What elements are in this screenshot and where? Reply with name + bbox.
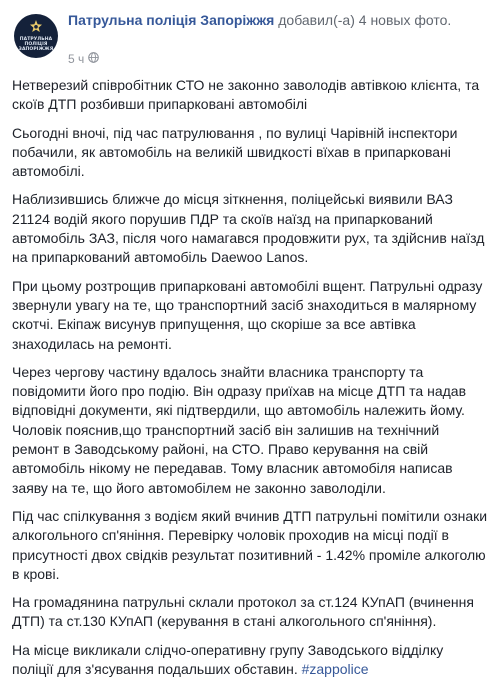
avatar-caption: ПАТРУЛЬНА ПОЛІЦІЯ ЗАПОРІЖЖЯ <box>18 37 54 52</box>
post-header-text <box>68 11 485 30</box>
police-badge-icon <box>29 20 43 36</box>
post-body <box>12 76 489 688</box>
post-timestamp[interactable]: 5 ч <box>68 52 85 66</box>
post-paragraph: Через чергову частину вдалось знайти власника транспорту та повідомити його про подію. Він одразу приїхав на місце ДТП та надав відповідні документи, які підтвердили, що автомобіль належить йому. Чоловік пояснив,що транспортний засіб він залишив на технічний ремонт в Заводському районі, на СТО. Право керування на свій автомобіль нікому не передавав. Тому власник автомобіля написав заяву на те, що його автомобілем не законно заволоділи. <box>12 363 467 496</box>
post-paragraph-last <box>12 641 489 680</box>
post-action-text: добавил(-а) 4 новых фото. <box>278 12 452 28</box>
post-paragraph-text: На місце викликали слідчо-оперативну групу Заводського відділку поліції для з'ясування подальших обставин. <box>12 641 444 678</box>
page-name-link[interactable]: Патрульна поліція Запоріжжя <box>68 12 275 28</box>
post-paragraph: При цьому розтрощив припарковані автомобілі вщент. Патрульні одразу звернули увагу на те, що транспортний засіб знаходиться в малярному скотчі. Екіпаж висунув припущення, що скоріше за все автівка знаходилась на ремонті. <box>12 277 483 352</box>
post-paragraph: Під час спілкування з водієм який вчинив ДТП патрульні помітили ознаки алкогольного сп'яніння. Перевірку чоловік проходив на місці події в присутності двох свідків результат позитивний - 1.42% проміле алкоголю в крові. <box>12 507 488 582</box>
post-paragraph: Сьогодні вночі, під час патрулювання , по вулиці Чарівній інспектори побачили, як автомобіль на великій швидкості вїхав в припарковані автомобілі. <box>12 124 458 180</box>
post-meta <box>68 52 99 66</box>
hashtag-link[interactable]: #zappolice <box>301 661 369 678</box>
post-paragraph: Нетверезий співробітник СТО не законно заволодів автівкою клієнта, та скоїв ДТП розбивши припарковані автомобілі <box>12 77 480 113</box>
post-paragraph: На громадянина патрульні склали протокол за ст.124 КУпАП (вчинення ДТП) та ст.130 КУпАП (керування в стані алкогольного сп'яніння). <box>12 594 474 630</box>
page-avatar[interactable] <box>14 14 58 58</box>
globe-icon[interactable] <box>88 52 99 66</box>
post-paragraph: Наблизившись ближче до місця зіткнення, поліцейські виявили ВАЗ 21124 водій якого порушив ПДР та скоїв наїзд на припаркований автомобіль ЗАЗ, після чого намагався продовжити рух, та здійснив наїзд на припаркований автомобіль Daewoo Lanos. <box>12 191 485 266</box>
